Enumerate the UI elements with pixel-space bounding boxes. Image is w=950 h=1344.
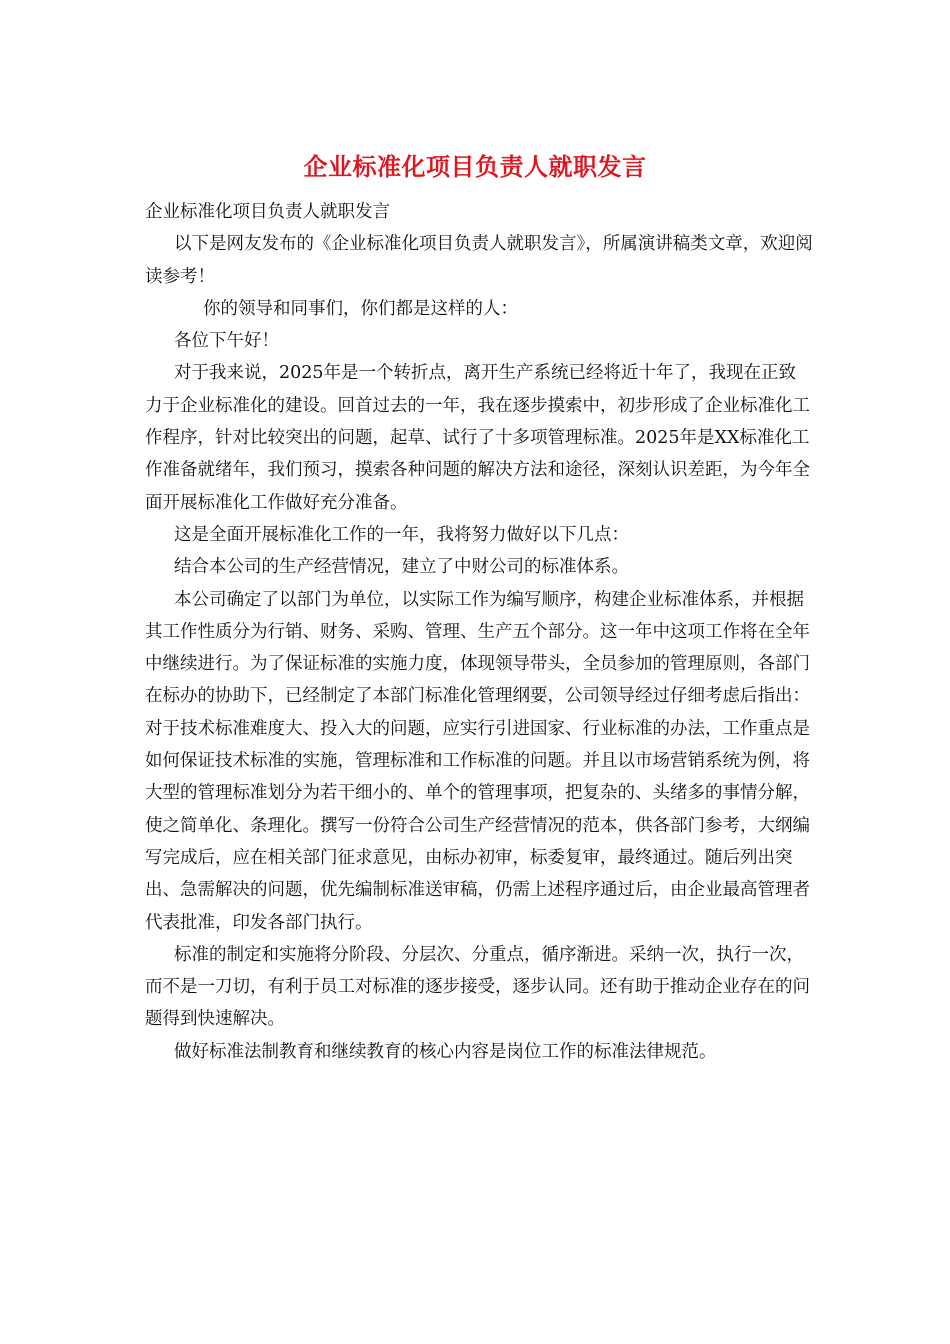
document-title: 企业标准化项目负责人就职发言: [303, 152, 647, 181]
body-paragraph: 结合本公司的生产经营情况，建立了中财公司的标准体系。: [174, 557, 629, 578]
salutation-leaders: 你的领导和同事们，你们都是这样的人：: [203, 298, 518, 319]
body-paragraph: 标准的制定和实施将分阶段、分层次、分重点，循序渐进。采纳一次，执行一次，而不是一刀切，有利于员工对标准的逐步接受，逐步认同。还有助于推动企业存在的问题得到快速解决。: [145, 944, 810, 1030]
body-paragraph: 做好标准法制教育和继续教育的核心内容是岗位工作的标准法律规范。: [174, 1041, 717, 1062]
subtitle-line: 企业标准化项目负责人就职发言: [145, 202, 390, 222]
greeting: 各位下午好！: [174, 331, 279, 352]
body-paragraph: 本公司确定了以部门为单位，以实际工作为编写顺序，构建企业标准体系，并根据其工作性质分为行销、财务、采购、管理、生产五个部分。这一年中这项工作将在全年中继续进行。为了保证标准的实施力度，体现领导带头，全员参加的管理原则，各部门在标办的协助下，已经制定了本部门标准化管理纲要，公司领导经过仔细考虑后指出：对于技术标准难度大、投入大的问题，应实行引进国家、行业标准的办法，工作重点是如何保证技术标准的实施，管理标准和工作标准的问题。并且以市场营销系统为例，将大型的管理标准划分为若干细小的、单个的管理事项，把复杂的、头绪多的事情分解，使之简单化、条理化。撰写一份符合公司生产经营情况的范本，供各部门参考，大纲编写完成后，应在相关部门征求意见，由标办初审，标委复审，最终通过。随后列出突出、急需解决的问题，优先编制标准送审稿，仍需上述程序通过后，由企业最高管理者代表批准，印发各部门执行。: [145, 589, 810, 933]
body-paragraph: 这是全面开展标准化工作的一年，我将努力做好以下几点：: [174, 524, 629, 545]
document-body: [145, 196, 813, 1068]
intro-paragraph: 以下是网友发布的《企业标准化项目负责人就职发言》，所属演讲稿类文章，欢迎阅读参考！: [145, 234, 813, 287]
body-paragraph: 对于我来说，2025年是一个转折点，离开生产系统已经将近十年了，我现在正致力于企业标准化的建设。回首过去的一年，我在逐步摸索中，初步形成了企业标准化工作程序，针对比较突出的问题，起草、试行了十多项管理标准。2025年是XX标准化工作准备就绪年，我们预习，摸索各种问题的解决方法和途径，深刻认识差距，为今年全面开展标准化工作做好充分准备。: [145, 363, 810, 513]
